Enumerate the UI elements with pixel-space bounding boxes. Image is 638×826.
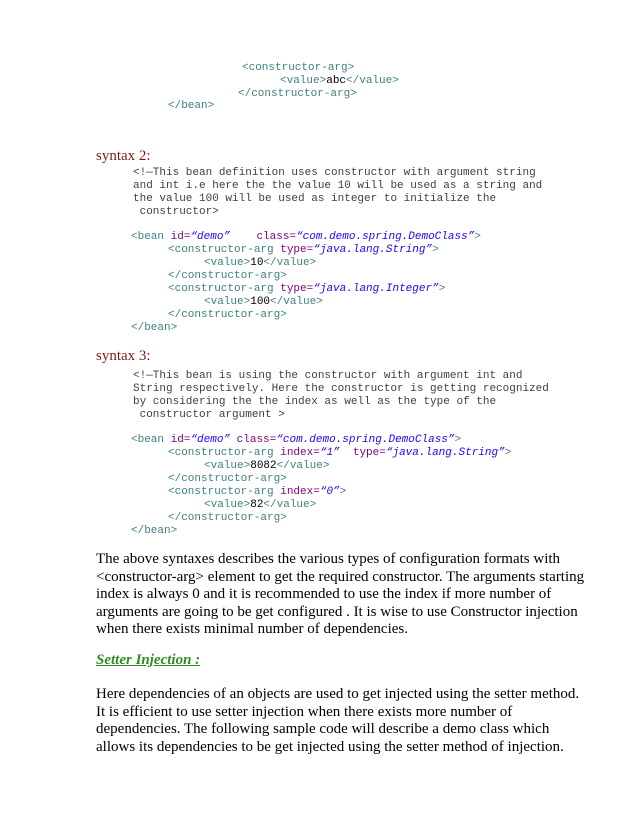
code-line	[204, 460, 329, 473]
xml-tag: </constructor-arg>	[168, 512, 287, 524]
code-comment-line: and int i.e here the the value 10 will be used as a string and	[133, 180, 543, 192]
xml-attr: class=	[256, 231, 297, 243]
xml-tag: </bean>	[131, 525, 178, 537]
xml-tag: </bean>	[168, 100, 215, 112]
xml-value: “com.demo.spring.DemoClass”	[296, 231, 475, 243]
body-paragraph: The above syntaxes describes the various types of configuration formats with <constructor-arg> element to get the required constructor. The arguments starting index is always 0 and it is recommended to use the index if more number of arguments are going to be get configured . It is wise to use Constructor injection when there exists minimal number of dependencies.	[96, 551, 585, 637]
xml-tag: >	[504, 447, 512, 459]
code-line	[204, 296, 323, 309]
code-line	[131, 434, 461, 447]
code-comment-line: the value 100 will be used as integer to initialize the	[133, 193, 497, 205]
code-comment-line: constructor argument >	[133, 409, 285, 421]
code-line	[168, 447, 511, 460]
section-heading-setter-injection: Setter Injection :	[96, 652, 201, 668]
xml-tag: <constructor-arg	[168, 244, 274, 256]
code-line	[131, 322, 177, 335]
xml-attr: type=	[352, 447, 386, 459]
xml-value: “java.lang.String”	[313, 244, 433, 256]
code-line	[131, 525, 177, 538]
xml-tag: <value>	[204, 296, 251, 308]
xml-value: “demo”	[190, 434, 231, 446]
xml-tag: </value>	[263, 257, 317, 269]
xml-tag: >	[474, 231, 481, 243]
xml-tag: <value>	[280, 75, 327, 87]
code-line	[168, 270, 287, 283]
xml-tag: </constructor-arg>	[168, 270, 287, 282]
code-line	[131, 231, 481, 244]
xml-tag: </value>	[276, 460, 330, 472]
xml-tag: <constructor-arg>	[242, 62, 355, 74]
code-line	[168, 283, 445, 296]
xml-tag: <bean	[131, 434, 165, 446]
xml-tag: >	[438, 283, 446, 295]
code-comment-line: <!—This bean is using the constructor with argument int and	[133, 370, 523, 382]
xml-tag: >	[454, 434, 462, 446]
xml-attr: id=	[170, 231, 191, 243]
xml-tag: </constructor-arg>	[238, 88, 357, 100]
xml-text: 8082	[250, 460, 277, 472]
xml-tag: </value>	[346, 75, 399, 87]
xml-text: abc	[326, 75, 347, 87]
code-line	[168, 486, 346, 499]
code-line	[168, 512, 287, 525]
xml-tag: </bean>	[131, 322, 178, 334]
xml-value: “java.lang.Integer”	[313, 283, 439, 295]
xml-tag: <value>	[204, 460, 251, 472]
xml-value: “0”	[319, 486, 340, 498]
code-comment-line: constructor>	[133, 206, 219, 218]
xml-tag: <constructor-arg	[168, 447, 274, 459]
xml-value: “com.demo.spring.DemoClass”	[276, 434, 455, 446]
code-line	[168, 244, 439, 257]
code-comment-line: <!—This bean definition uses constructor with argument string	[133, 167, 536, 179]
xml-attr: index=	[280, 486, 320, 498]
xml-tag: <bean	[131, 231, 165, 243]
xml-tag: </value>	[270, 296, 323, 308]
code-line	[238, 88, 357, 101]
xml-tag: <value>	[204, 257, 251, 269]
xml-text: 82	[250, 499, 264, 511]
code-line	[168, 100, 214, 113]
xml-value: “1”	[319, 447, 340, 459]
xml-attr: type=	[280, 283, 314, 295]
xml-tag: <value>	[204, 499, 251, 511]
xml-tag: >	[432, 244, 439, 256]
xml-value: “demo”	[190, 231, 231, 243]
xml-tag: </constructor-arg>	[168, 473, 287, 485]
code-comment-line: by considering the the index as well as the type of the	[133, 396, 497, 408]
xml-text: 10	[250, 257, 264, 269]
xml-value: “java.lang.String”	[385, 447, 505, 459]
xml-attr: index=	[280, 447, 320, 459]
xml-attr: type=	[280, 244, 314, 256]
body-paragraph: Here dependencies of an objects are used to get injected using the setter method. It is efficient to use setter injection when there exists more number of dependencies. The following sample code will describe a demo class which allows its dependencies to be get injected using the setter method of injection.	[96, 686, 580, 755]
code-comment-line: String respectively. Here the constructor is getting recognized	[133, 383, 549, 395]
xml-text: 100	[250, 296, 271, 308]
xml-attr: id=	[170, 434, 191, 446]
code-line	[168, 473, 287, 486]
code-line	[204, 257, 316, 270]
code-line	[204, 499, 316, 512]
code-line	[280, 75, 399, 88]
code-line	[168, 309, 287, 322]
xml-tag: </value>	[263, 499, 317, 511]
xml-tag: </constructor-arg>	[168, 309, 287, 321]
xml-tag: <constructor-arg	[168, 486, 274, 498]
xml-attr: class=	[236, 434, 277, 446]
section-heading: syntax 2:	[96, 148, 151, 164]
code-line	[242, 62, 354, 75]
xml-tag: <constructor-arg	[168, 283, 274, 295]
section-heading: syntax 3:	[96, 348, 151, 364]
xml-tag: >	[339, 486, 347, 498]
